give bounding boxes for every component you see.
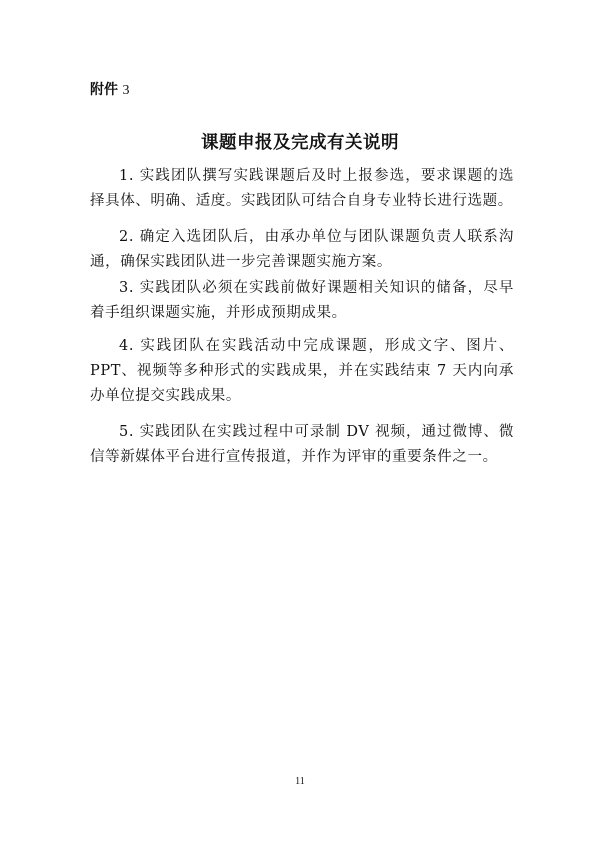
paragraph-1: 1. 实践团队撰写实践课题后及时上报参选，要求课题的选择具体、明确、适度。实践团队可结合自身专业特长进行选题。: [90, 168, 514, 209]
paragraph-2: 2. 确定入选团队后，由承办单位与团队课题负责人联系沟通，确保实践团队进一步完善课题实施方案。: [90, 229, 514, 270]
document-title: 课题申报及完成有关说明: [201, 133, 399, 153]
attachment-word: 附件: [90, 82, 118, 98]
paragraph-4: 4. 实践团队在实践活动中完成课题，形成文字、图片、PPT、视频等多种形式的实践成果，并在实践结束 7 天内向承办单位提交实践成果。: [90, 338, 514, 404]
paragraph-3: 3. 实践团队必须在实践前做好课题相关知识的储备，尽早着手组织课题实施，并形成预期成果。: [90, 280, 514, 321]
attachment-label: [90, 80, 129, 101]
page-number: 11: [295, 776, 305, 787]
paragraph-5: 5. 实践团队在实践过程中可录制 DV 视频，通过微博、微信等新媒体平台进行宣传报道，并作为评审的重要条件之一。: [90, 424, 514, 465]
attachment-number: 3: [122, 83, 130, 98]
